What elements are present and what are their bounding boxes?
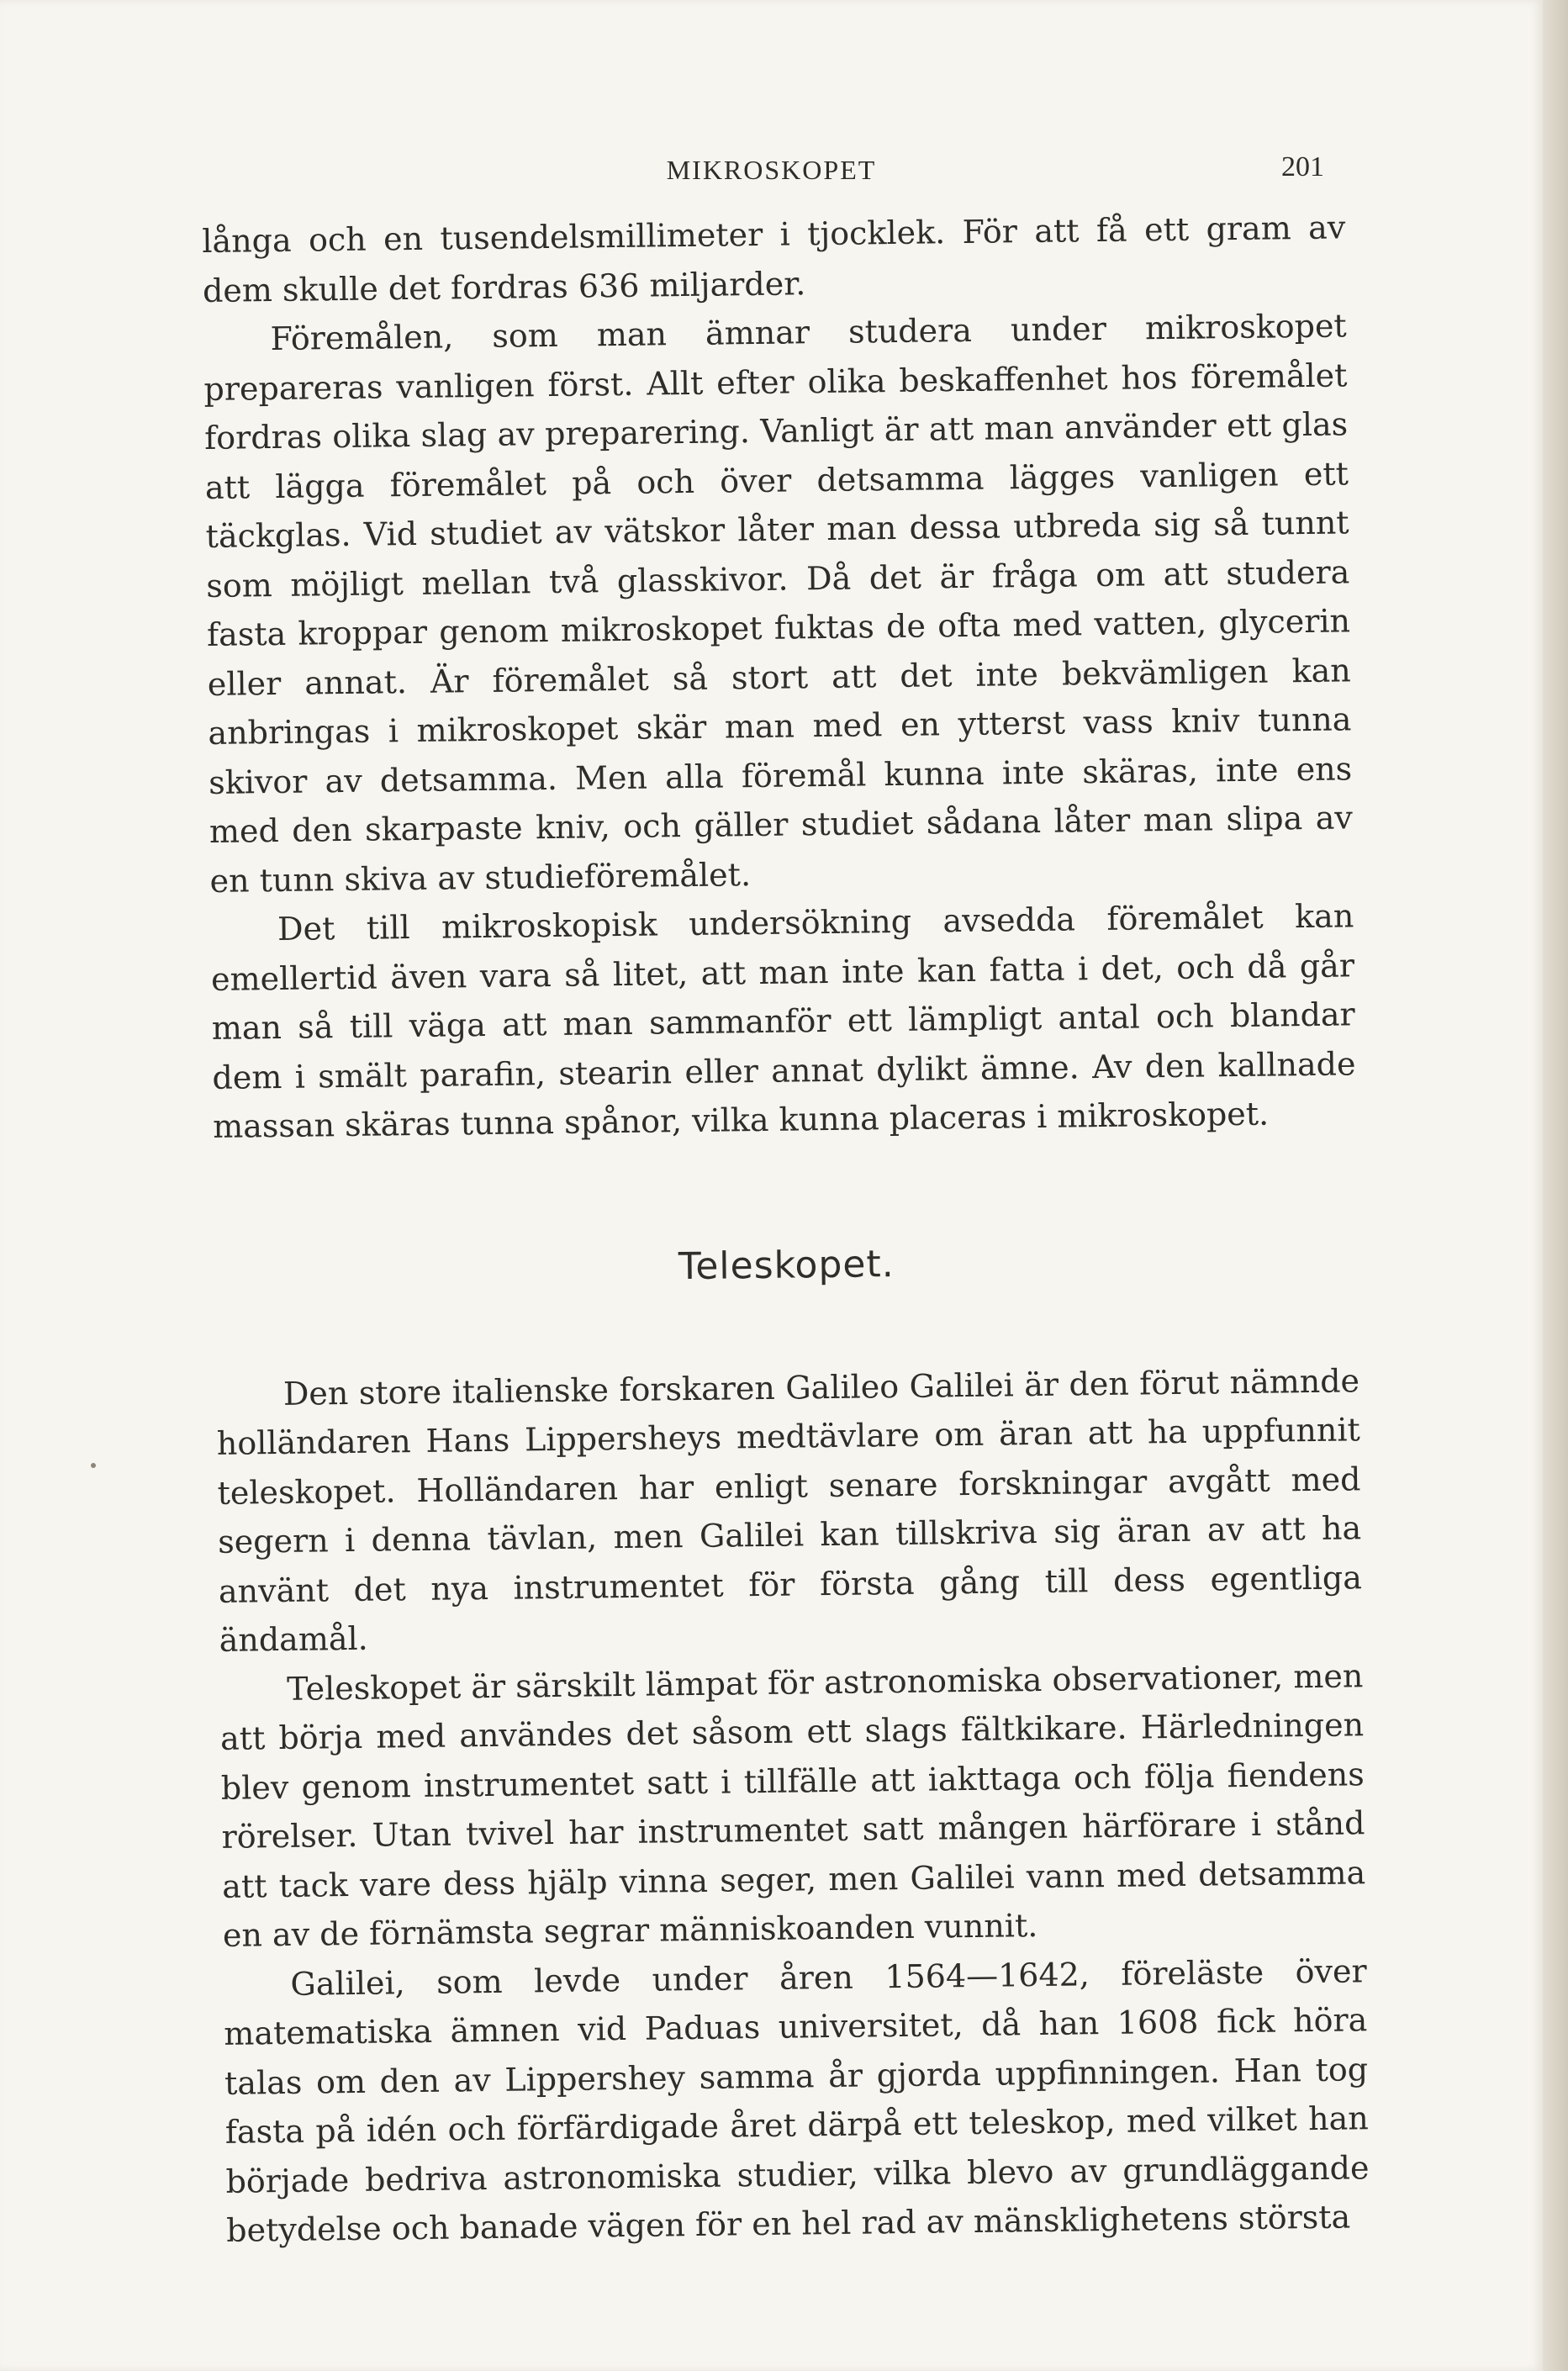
paragraph-galilei-life: Galilei, som levde under åren 1564—1642, föreläste över matematiska ämnen vid Paduas universitet, då han 1608 fick höra talas om den av Lippershey samma år gjorda uppfinningen. Han tog fasta på idén och förfärdigade året därpå ett teleskop, med vilket han började bedriva astronomiska studier, vilka blevo av grundläggande betydelse och banade vägen för en hel rad av mänsklighetens största (224, 1951, 1370, 2249)
paragraph-embedding: Det till mikroskopisk undersökning avsedda föremålet kan emellertid även vara så litet, att man inte kan fatta i det, och då går man så till väga att man sammanför ett lämpligt antal och blandar dem i smält parafin, stearin eller annat dylikt ämne. Av den kallnade massan skäras tunna spånor, vilka kunna placeras i mikroskopet. (210, 897, 1356, 1145)
page-number: 201 (1281, 151, 1324, 182)
page-header (0, 148, 1543, 190)
paragraph-telescope-use: Teleskopet är särskilt lämpat för astronomiska observationer, men att börja med användes det såsom ett slags fältkikare. Härledningen blev genom instrumentet satt i tillfälle att iakttaga och följa fiendens rörelser. Utan tvivel har instrumentet satt mången härförare i stånd att tack vare dess hjälp vinna seger, men Galilei vann med detsamma en av de förnämsta segrar människoanden vunnit. (219, 1656, 1366, 1954)
page-body (202, 203, 1370, 2255)
paragraph-preparation: Föremålen, som man ämnar studera under mikroskopet prepareras vanligen först. Allt efter olika beskaffenhet hos föremålet fordras olika slag av preparering. Vanligt är att man använder ett glas att lägga föremålet på och över detsamma lägges vanligen ett täckglas. Vid studiet av vätskor låter man dessa utbreda sig så tunnt som möjligt mellan två glasskivor. Då det är fråga om att studera fasta kroppar genom mikroskopet fuktas de ofta med vatten, glycerin eller annat. Är föremålet så stort att det inte bekvämligen kan anbringas i mikroskopet skär man med en ytterst vass kniv tunna skivor av detsamma. Men alla föremål kunna inte skäras, inte ens med den skarpaste kniv, och gäller studiet sådana låter man slipa av en tunn skiva av studieföremålet. (203, 307, 1354, 900)
margin-speck (91, 1463, 96, 1468)
running-title: MIKROSKOPET (666, 155, 877, 185)
paragraph-continuation: långa och en tusendelsmillimeter i tjocklek. För att få ett gram av dem skulle det fordras 636 miljarder. (202, 209, 1346, 309)
paragraph-galilei-intro: Den store italienske forskaren Galileo Galilei är den förut nämnde holländaren Hans Lippersheys medtävlare om äran att ha uppfunnit teleskopet. Holländaren har enligt senare forskningar avgått med segern i denna tävlan, men Galilei kan tillskriva sig äran av att ha använt det nya instrumentet för första gång till dess egentliga ändamål. (216, 1361, 1363, 1659)
section-heading: Teleskopet. (678, 1242, 895, 1288)
